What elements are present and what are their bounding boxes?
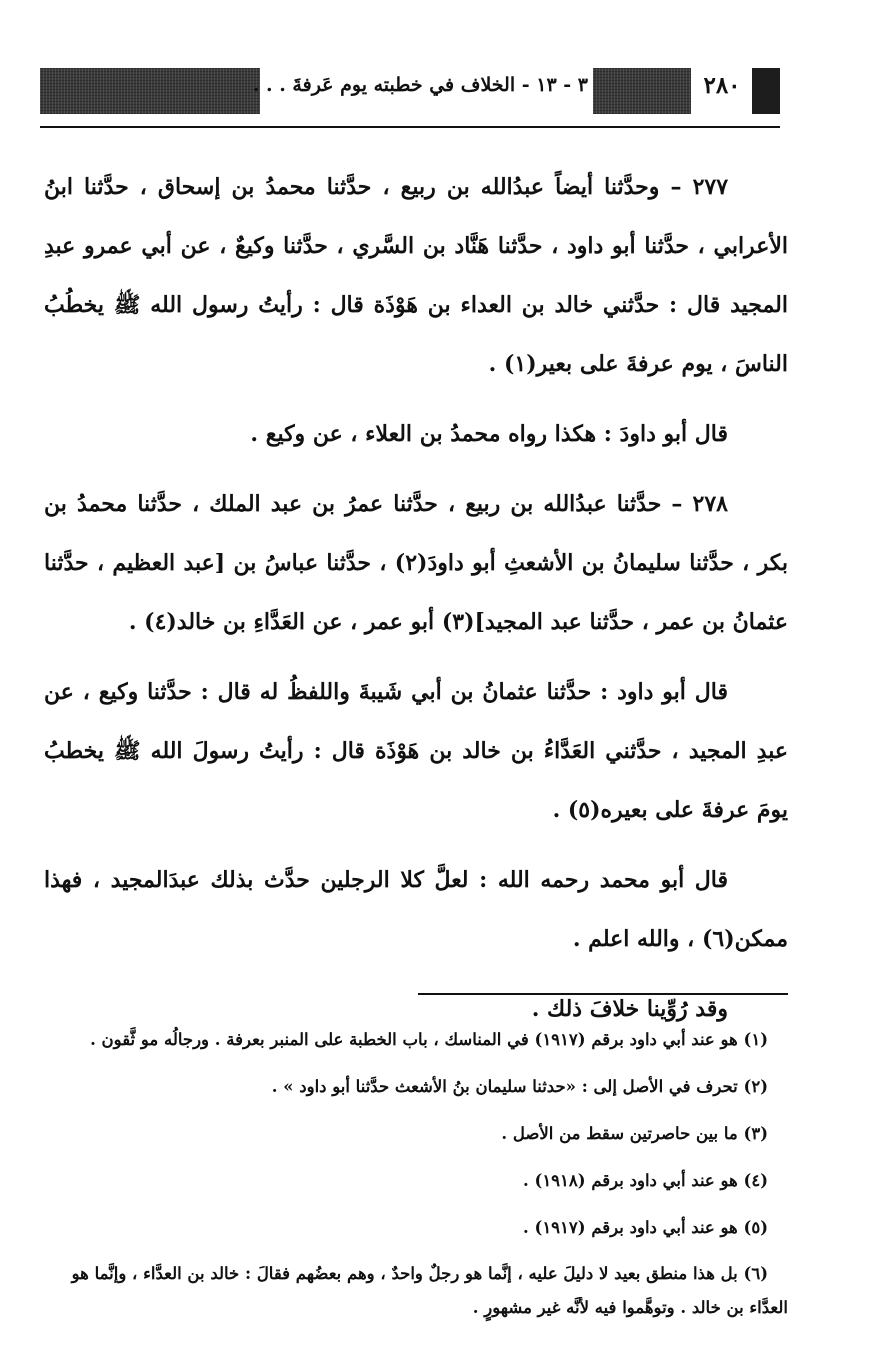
- page-number: ٢٨٠: [703, 72, 741, 99]
- header-shaded-bar-middle: [593, 68, 691, 114]
- running-header: [40, 60, 780, 120]
- footnote-6: (٦) بل هذا منطق بعيد لا دليلَ عليه ، إنَّما هو رجلٌ واحدٌ ، وهم بعضُهم فقالَ : خالد بن العدَّاء ، وإنَّما هو العدَّاء بن خالد . وتوهَّموا فيه لأنَّه غير مشهورٍ .: [71, 1264, 788, 1317]
- footnotes: [44, 1016, 788, 1325]
- footnote-1: (١) هو عند أبي داود برقم (١٩١٧) في المناسك ، باب الخطبة على المنبر بعرفة . ورجالُه مو ثَّقون .: [90, 1030, 768, 1049]
- header-shaded-bar-left: [40, 68, 260, 114]
- paragraph-author-comment: قال أبو محمد رحمه الله : لعلَّ كلا الرجلين حدَّث بذلك عبدَالمجيد ، فهذا ممكن(٦) ، والله اعلم .: [44, 867, 788, 952]
- paragraph-abu-dawud-note: قال أبو داودَ : هكذا رواه محمدُ بن العلاء ، عن وكيع .: [250, 421, 728, 447]
- paragraph-abu-dawud-narration: قال أبو داود : حدَّثنا عثمانُ بن أبي شَيبةَ واللفظُ له قال : حدَّثنا وكيع ، عن عبدِ المجيد ، حدَّثني العَدَّاءُ بن خالد بن هَوْذَة قال : رأيتُ رسولَ الله ﷺ يخطبُ يومَ عرفةَ على بعيره(٥) .: [44, 679, 788, 823]
- paragraph-closing: وقد رُوِّينا خلافَ ذلك .: [531, 996, 728, 1022]
- footnote-4: (٤) هو عند أبي داود برقم (١٩١٨) .: [523, 1171, 768, 1190]
- paragraph-hadith-278: ٢٧٨ – حدَّثنا عبدُالله بن ربيع ، حدَّثنا عمرُ بن عبد الملك ، حدَّثنا محمدُ بن بكر ، حدَّثنا سليمانُ بن الأشعثِ أبو داودَ(٢) ، حدَّثنا عباسُ بن [عبد العظيم ، حدَّثنا عثمانُ بن عمر ، حدَّثنا عبد المجيد](٣) أبو عمر ، عن العَدَّاءِ بن خالد(٤) .: [44, 491, 788, 635]
- footnote-3: (٣) ما بين حاصرتين سقط من الأصل .: [501, 1124, 768, 1143]
- main-text: [44, 158, 788, 1039]
- footnote-separator: [418, 993, 788, 995]
- footnote-2: (٢) تحرف في الأصل إلى : «حدثنا سليمان بنُ الأشعث حدَّثنا أبو داود » .: [271, 1077, 768, 1096]
- header-rule: [40, 126, 780, 128]
- paragraph-hadith-277: ٢٧٧ – وحدَّثنا أيضاً عبدُالله بن ربيع ، حدَّثنا محمدُ بن إسحاق ، حدَّثنا ابنُ الأعرابي ، حدَّثنا أبو داود ، حدَّثنا هَنَّاد بن السَّري ، حدَّثنا وكيعٌ ، عن أبي عمرو عبدِ المجيد قال : حدَّثني خالد بن العداء بن هَوْذَة قال : رأيتُ رسول الله ﷺ يخطُبُ الناسَ ، يوم عرفةَ على بعير(١) .: [44, 174, 788, 377]
- section-title: ٣ - ١٣ - الخلاف في خطبته يوم عَرفةَ . . .: [252, 74, 588, 96]
- header-shaded-bar-right: [752, 68, 780, 114]
- footnote-5: (٥) هو عند أبي داود برقم (١٩١٧) .: [523, 1218, 768, 1237]
